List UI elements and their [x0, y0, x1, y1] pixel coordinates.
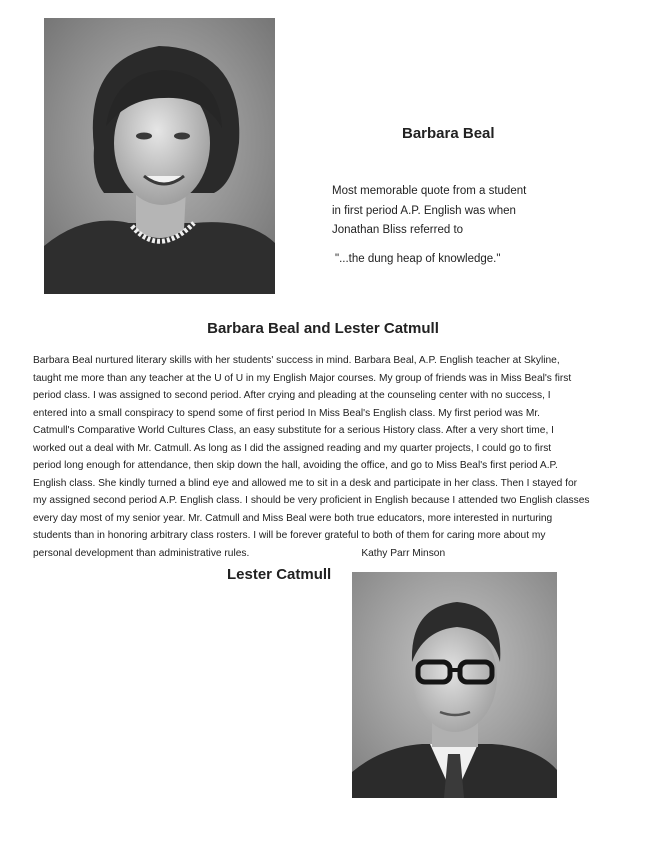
paragraph-line: Barbara Beal nurtured literary skills with her students' success in mind. Barbara Beal, A.P. English teacher at Skyline,: [33, 355, 560, 366]
author-signature: Kathy Parr Minson: [361, 547, 446, 559]
lester-catmull-name: Lester Catmull: [227, 566, 332, 583]
paragraph-last-line: [33, 545, 623, 563]
quote-intro-line: Jonathan Bliss referred to: [332, 224, 464, 236]
paragraph-line: my assigned second period A.P. English class. I should be very proficient in English because I attended two English classes: [33, 495, 590, 506]
barbara-beal-name: Barbara Beal: [402, 125, 495, 142]
paragraph-line: personal development than administrative rules.: [33, 547, 250, 559]
paragraph-line: entered into a small conspiracy to spend some of first period In Miss Beal's English class. My first period was Mr.: [33, 407, 540, 419]
paragraph-line: English class. She kindly turned a blind eye and allowed me to sit in a desk and participate in her class. Then I stayed for: [33, 477, 578, 489]
memorable-quote-block: [332, 182, 622, 269]
paragraph-line: Catmull's Comparative World Cultures Class, an easy substitute for a serious History class. After a very short time, I: [33, 425, 554, 436]
paragraph-line: period class. I was assigned to second period. After crying and pleading at the counseling center with no success, I: [33, 390, 551, 401]
paragraph-line: every day most of my senior year. Mr. Catmull and Miss Beal were both true educators, more interested in nurturing: [33, 512, 553, 524]
barbara-beal-photo: [44, 18, 275, 294]
paragraph-line: taught me more than any teacher at the U of U in my English Major courses. My group of friends was in Miss Beal's first: [33, 372, 572, 384]
memoir-paragraph: [33, 352, 623, 562]
paragraph-line: students than in honoring arbitrary class rosters. I will be forever grateful to both of them for caring more about my: [33, 530, 546, 541]
section-heading: Barbara Beal and Lester Catmull: [207, 320, 439, 337]
paragraph-line: worked out a deal with Mr. Catmull. As long as I did the assigned reading and my quarter projects, I could go to first: [33, 442, 552, 454]
lester-catmull-photo: [352, 572, 557, 798]
quote-text: "...the dung heap of knowledge.": [335, 252, 501, 265]
quote-intro-line: in first period A.P. English was when: [332, 204, 516, 217]
quote-intro-line: Most memorable quote from a student: [332, 185, 527, 197]
paragraph-line: period long enough for attendance, then skip down the hall, avoiding the office, and go to Miss Beal's first period A.P.: [33, 460, 558, 471]
